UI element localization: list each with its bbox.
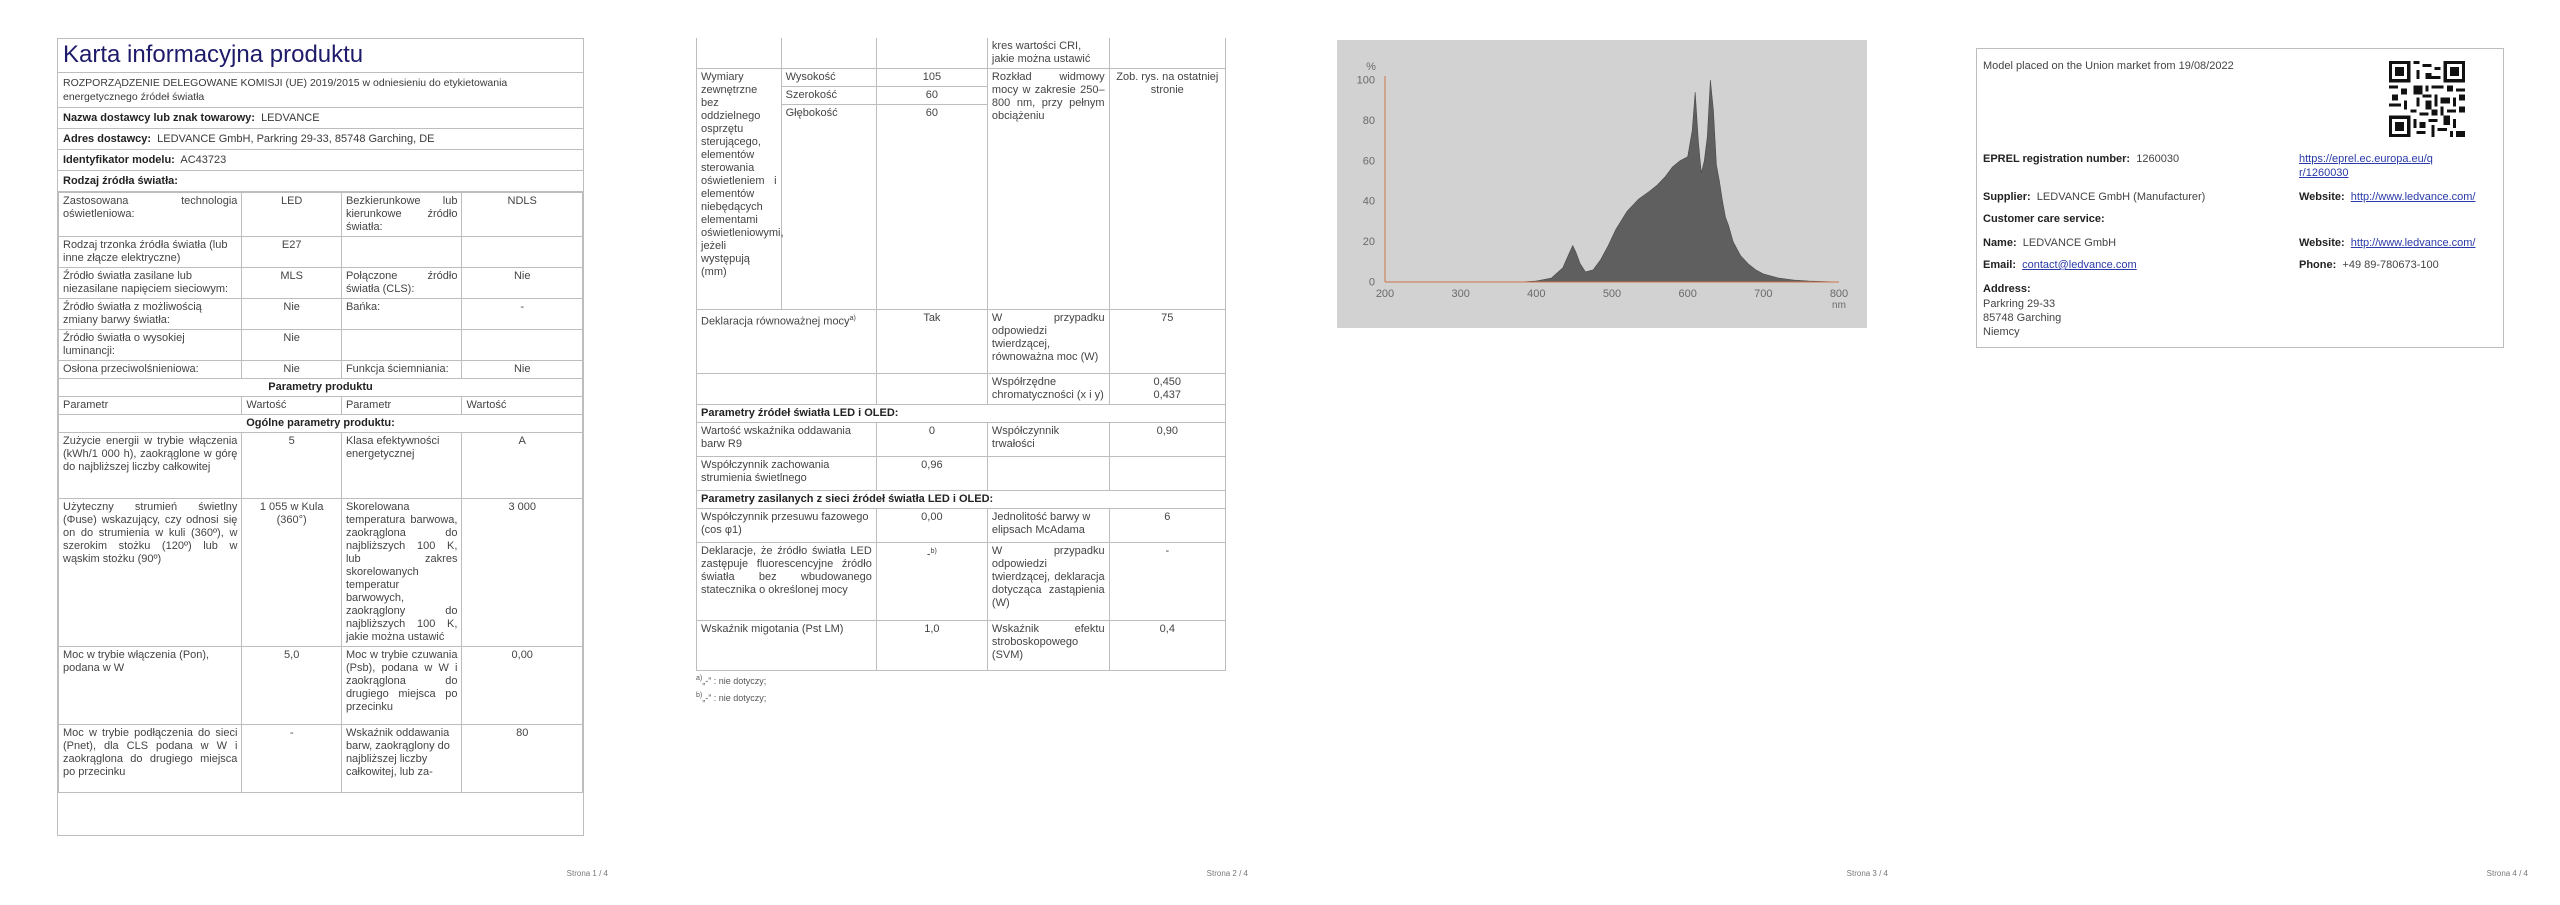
website-row	[2299, 190, 2476, 204]
y-axis-label: %	[1366, 61, 1376, 73]
param-value: 0	[876, 423, 987, 457]
dimension-value: 60	[876, 105, 987, 310]
table-row	[697, 69, 1226, 87]
supplier-label: Nazwa dostawcy lub znak towarowy:	[63, 112, 255, 124]
table-row	[697, 38, 1226, 69]
supplier-row	[1983, 190, 2205, 204]
param-name	[341, 330, 462, 361]
dimension-name: Głębokość	[781, 105, 876, 310]
address-line: 85748 Garching	[1983, 312, 2062, 324]
supplier-label: Supplier:	[1983, 191, 2031, 203]
column-header: Parametr	[341, 397, 462, 415]
param-name: Źródło światła zasilane lub niezasilane napięciem sieciowym:	[59, 268, 242, 299]
param-name: Użyteczny strumień świetlny (Φuse) wskazujący, czy odnosi się on do strumienia w kuli (360º), w szerokim stożku (120º) lub w wąskim stożku (90º)	[59, 499, 242, 647]
param-value: 0,96	[876, 457, 987, 491]
chart-background	[1337, 40, 1867, 328]
page-number: Strona 3 / 4	[1846, 869, 1888, 878]
param-name: Zastosowana technologia oświetleniowa:	[59, 193, 242, 237]
table-row	[697, 457, 1226, 491]
table-header-row	[59, 397, 583, 415]
x-tick-label: 600	[1678, 288, 1697, 300]
x-tick-label: 500	[1602, 288, 1622, 300]
page-number: Strona 1 / 4	[566, 869, 608, 878]
table-row	[697, 509, 1226, 543]
name-row	[1983, 236, 2116, 250]
table-row	[697, 374, 1226, 405]
light-source-type-heading: Rodzaj źródła światła:	[58, 171, 583, 192]
footnote: $^{a)}$„-” : nie dotyczy;	[696, 675, 767, 686]
table-row	[697, 310, 1226, 374]
param-name: Klasa efektywności energetycznej	[341, 433, 462, 499]
model-label: Identyfikator modelu:	[63, 154, 175, 166]
column-header: Parametr	[59, 397, 242, 415]
supplier-value: LEDVANCE GmbH (Manufacturer)	[2036, 191, 2206, 203]
param-value: 5	[242, 433, 342, 499]
param-name: Funkcja ściemniania:	[341, 361, 462, 379]
param-name: Źródło światła o wysokiej luminancji:	[59, 330, 242, 361]
supplier-row	[58, 108, 583, 129]
param-name: Wskaźnik oddawania barw, zaokrąglony do najbliższej liczby całkowitej, lub za-	[341, 725, 462, 793]
customer-care-heading: Customer care service:	[1983, 213, 2105, 225]
table-row	[59, 299, 583, 330]
param-value: -$^{b)}$	[876, 543, 987, 621]
param-name: Moc w trybie podłączenia do sieci (Pnet), dla CLS podana w W i zaokrąglona do drugiego miejsca po przecinku	[59, 725, 242, 793]
y-tick-label: 40	[1362, 195, 1375, 208]
param-value: A	[462, 433, 583, 499]
dimension-value: 60	[876, 87, 987, 105]
footnote-mark: b)	[930, 548, 937, 555]
table-row	[59, 193, 583, 237]
param-name: Wartość wskaźnika oddawania barw R9	[697, 423, 877, 457]
page-4	[1920, 0, 2560, 905]
equivalent-power-right-value: 75	[1109, 310, 1225, 374]
param-value: 0,4	[1109, 621, 1225, 671]
eprel-value: 1260030	[2136, 153, 2180, 165]
address-label: Adres dostawcy:	[63, 133, 152, 145]
eprel-link[interactable]: https://eprel.ec.europa.eu/qr/1260030	[2299, 153, 2433, 179]
market-date-text: Model placed on the Union market from 19/08/2022	[1983, 60, 2234, 72]
address-label: Address:	[1983, 283, 2031, 295]
dimension-name: Szerokość	[781, 87, 876, 105]
param-value: 0,00	[462, 647, 583, 725]
param-value: 1,0	[876, 621, 987, 671]
address-line: Parkring 29-33	[1983, 298, 2056, 310]
x-tick-label: 400	[1527, 288, 1546, 300]
footnote: $^{b)}$„-” : nie dotyczy;	[696, 692, 767, 703]
email-link[interactable]: contact@ledvance.com	[2022, 259, 2137, 271]
param-value: Nie	[242, 361, 342, 379]
table-row	[59, 268, 583, 299]
param-value: NDLS	[462, 193, 583, 237]
model-row	[58, 150, 583, 171]
param-value: 3 000	[462, 499, 583, 647]
product-info-sheet	[57, 38, 584, 836]
dimension-name: Wysokość	[781, 69, 876, 87]
table-row	[697, 621, 1226, 671]
param-name: Moc w trybie czuwania (Psb), podana w W i zaokrąglona do drugiego miejsca po przecinku	[341, 647, 462, 725]
table-row	[59, 499, 583, 647]
phone-label: Phone:	[2299, 259, 2337, 271]
product-info-sheet-continued	[696, 38, 1226, 703]
y-tick-label: 60	[1362, 155, 1375, 168]
address-value: LEDVANCE GmbH, Parkring 29-33, 85748 Garching, DE	[157, 133, 435, 145]
param-name: Współczynnik zachowania strumienia świetlnego	[697, 457, 877, 491]
param-name: Moc w trybie włączenia (Pon), podana w W	[59, 647, 242, 725]
x-axis-label: nm	[1832, 300, 1846, 311]
param-name: Deklaracje, że źródło światła LED zastępuje fluorescencyjne źródło światła bez wbudowanego statecznika o określonej mocy	[697, 543, 877, 621]
address-row	[58, 129, 583, 150]
page-3	[1280, 0, 1920, 905]
page-1	[0, 0, 640, 905]
qr-code-icon	[2389, 61, 2465, 137]
param-value: 0,00	[876, 509, 987, 543]
param-name: Współczynnik trwałości	[987, 423, 1109, 457]
param-name: Wskaźnik migotania (Pst LM)	[697, 621, 877, 671]
x-tick-label: 700	[1754, 288, 1773, 300]
general-params-title: Ogólne parametry produktu:	[59, 415, 583, 433]
column-header: Wartość	[242, 397, 342, 415]
param-value	[462, 237, 583, 268]
address-lines	[1983, 297, 2061, 339]
param-value: -	[1109, 543, 1225, 621]
param-value: 1 055 w Kula (360°)	[242, 499, 342, 647]
y-tick-label: 100	[1356, 74, 1375, 87]
param-name: Skorelowana temperatura barwowa, zaokrąglona do najbliższych 100 K, lub zakres skorelowanych temperatur barwowych, zaokrąglony do najbliższych 100 K, jakie można ustawić	[341, 499, 462, 647]
param-name: Połączone źródło światła (CLS):	[341, 268, 462, 299]
eprel-label: EPREL registration number:	[1983, 153, 2131, 165]
table-row	[697, 491, 1226, 509]
param-value	[1109, 457, 1225, 491]
page-number: Strona 2 / 4	[1206, 869, 1248, 878]
chromaticity-label: Współrzędne chromatyczności (x i y)	[987, 374, 1109, 405]
regulation-text: ROZPORZĄDZENIE DELEGOWANE KOMISJI (UE) 2019/2015 w odniesieniu do etykietowania energetycznego źródeł światła	[58, 73, 583, 108]
param-value: 6	[1109, 509, 1225, 543]
table-row	[59, 237, 583, 268]
dimensions-table	[696, 38, 1226, 671]
mains-params-title: Parametry zasilanych z sieci źródeł światła LED i OLED:	[697, 491, 1226, 509]
param-value: E27	[242, 237, 342, 268]
param-name: Źródło światła z możliwością zmiany barwy światła:	[59, 299, 242, 330]
params-title: Parametry produktu	[59, 379, 583, 397]
table-row	[59, 647, 583, 725]
table-row	[59, 379, 583, 397]
email-row	[1983, 258, 2137, 272]
spd-value: Zob. rys. na ostatniej stronie	[1109, 69, 1225, 310]
website2-link[interactable]: http://www.ledvance.com/	[2350, 237, 2476, 249]
param-name: Osłona przeciwolśnieniowa:	[59, 361, 242, 379]
page-number: Strona 4 / 4	[2486, 869, 2528, 878]
table-row	[59, 725, 583, 793]
param-value: -	[462, 299, 583, 330]
param-name: Bezkierunkowe lub kierunkowe źródło światła:	[341, 193, 462, 237]
param-value: MLS	[242, 268, 342, 299]
dimensions-label: Wymiary zewnętrzne bez oddzielnego osprzętu sterującego, elementów sterowania oświetleniem i elementów niebędących elementami oświetleniowymi, jeżeli występują (mm)	[697, 69, 782, 310]
name-value: LEDVANCE GmbH	[2022, 237, 2117, 249]
website2-row	[2299, 236, 2476, 250]
param-name: Zużycie energii w trybie włączenia (kWh/1 000 h), zaokrąglone w górę do najbliższej liczby całkowitej	[59, 433, 242, 499]
table-row	[59, 415, 583, 433]
param-value: 0,90	[1109, 423, 1225, 457]
model-value: AC43723	[180, 154, 227, 166]
param-name: Współczynnik przesuwu fazowego (cos φ1)	[697, 509, 877, 543]
address-line: Niemcy	[1983, 326, 2020, 338]
param-value: Nie	[242, 330, 342, 361]
x-tick-label: 200	[1375, 288, 1395, 300]
light-source-type-table	[58, 192, 583, 793]
y-tick-label: 20	[1362, 236, 1375, 249]
param-value: LED	[242, 193, 342, 237]
spd-label: Rozkład widmowy mocy w zakresie 250–800 nm, przy pełnym obciążeniu	[987, 69, 1109, 310]
equivalent-power-value: Tak	[876, 310, 987, 374]
param-name: Wskaźnik efektu stroboskopowego (SVM)	[987, 621, 1109, 671]
website-label: Website:	[2299, 191, 2345, 203]
led-params-title: Parametry źródeł światła LED i OLED:	[697, 405, 1226, 423]
y-tick-label: 0	[1368, 276, 1375, 289]
param-name: Rodzaj trzonka źródła światła (lub inne złącze elektryczne)	[59, 237, 242, 268]
param-value: 80	[462, 725, 583, 793]
x-tick-label: 300	[1451, 288, 1470, 300]
chromaticity-value: 0,450 0,437	[1109, 374, 1225, 405]
param-value: -	[242, 725, 342, 793]
table-row	[59, 361, 583, 379]
table-row	[59, 433, 583, 499]
equivalent-power-right-label: W przypadku odpowiedzi twierdzącej, równoważna moc (W)	[987, 310, 1109, 374]
footnote-mark: a)	[849, 315, 856, 322]
page-2	[640, 0, 1280, 905]
supplier-value: LEDVANCE	[261, 112, 320, 124]
page-title: Karta informacyjna produktu	[58, 39, 583, 73]
param-name: Jednolitość barwy w elipsach McAdama	[987, 509, 1109, 543]
email-label: Email:	[1983, 259, 2017, 271]
eprel-info-box	[1976, 48, 2504, 348]
param-value: Nie	[242, 299, 342, 330]
table-row	[697, 423, 1226, 457]
param-name	[341, 237, 462, 268]
param-value: Nie	[462, 268, 583, 299]
table-row	[697, 543, 1226, 621]
table-row	[697, 405, 1226, 423]
param-name: W przypadku odpowiedzi twierdzącej, deklaracja dotycząca zastąpienia (W)	[987, 543, 1109, 621]
table-row	[59, 330, 583, 361]
website2-label: Website:	[2299, 237, 2345, 249]
spectral-power-chart	[1337, 40, 1867, 328]
param-value: Nie	[462, 361, 583, 379]
phone-value: +49 89-780673-100	[2342, 259, 2439, 271]
param-name: Bańka:	[341, 299, 462, 330]
column-header: Wartość	[462, 397, 583, 415]
param-value	[462, 330, 583, 361]
equivalent-power-label: Deklaracja równoważnej mocy$^{a)}$	[697, 310, 877, 374]
param-name	[987, 457, 1109, 491]
dimension-value: 105	[876, 69, 987, 87]
x-tick-label: 800	[1829, 288, 1849, 300]
phone-row	[2299, 258, 2439, 272]
website-link[interactable]: http://www.ledvance.com/	[2350, 191, 2476, 203]
y-tick-label: 80	[1362, 114, 1375, 127]
param-value: 5,0	[242, 647, 342, 725]
param-continued: kres wartości CRI, jakie można ustawić	[987, 38, 1109, 69]
name-label: Name:	[1983, 237, 2017, 249]
eprel-row	[1983, 152, 2179, 166]
